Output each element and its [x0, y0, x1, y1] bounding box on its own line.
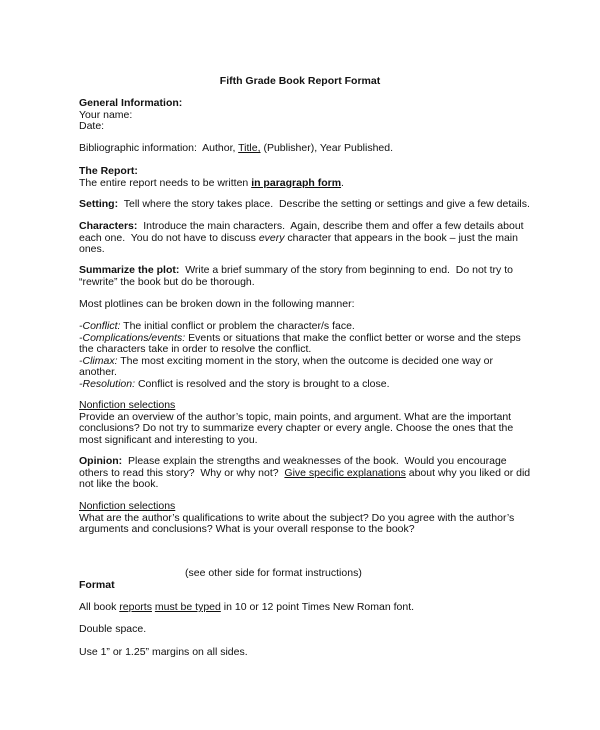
bibliographic-line: [79, 143, 519, 155]
resolution-text: Conflict is resolved and the story is brought to a close.: [135, 377, 390, 390]
complications-text-2: the characters take in order to resolve the conflict.: [79, 343, 312, 355]
format-double-space: Double space.: [79, 623, 147, 635]
characters-text-2-italic: every: [258, 231, 285, 244]
setting-label: Setting:: [79, 198, 119, 210]
general-information-section: [79, 98, 519, 133]
opinion-label: Opinion:: [79, 455, 123, 467]
report-text-emphasis: in paragraph form: [251, 176, 342, 189]
nonfiction-1-line-2: conclusions? Do not try to summarize every chapter or every angle. Choose the ones that the: [79, 422, 514, 434]
nonfiction-1-line-1: Provide an overview of the author’s topic, main points, and argument. What are the important: [79, 410, 512, 423]
format-line-1-underlined-2: must be typed: [154, 601, 221, 613]
date-line: Date:: [79, 120, 105, 132]
report-section: [79, 166, 519, 189]
report-text: [79, 178, 519, 190]
format-margins: Use 1” or 1.25” margins on all sides.: [79, 646, 248, 658]
opinion-text-2a: others to read this story? Why or why not?: [79, 466, 285, 479]
biblio-title-word: Title,: [238, 142, 261, 154]
opinion-text-1: Please explain the strengths and weaknesses of the book. Would you encourage: [122, 455, 507, 467]
plot-text-2: “rewrite” the book but do be thorough.: [79, 275, 255, 288]
nonfiction-1-line-3: most significant and interesting to you.: [79, 433, 258, 446]
report-heading: The Report:: [79, 165, 138, 177]
climax-label: -Climax:: [79, 354, 118, 367]
characters-text-2a: each one. You do not have to discuss: [79, 231, 259, 244]
biblio-prefix: Bibliographic information: Author,: [79, 142, 239, 154]
characters-text-3: ones.: [79, 243, 105, 255]
characters-text-2b: character that appears in the book – just the main: [284, 231, 518, 244]
plot-text-1: Write a brief summary of the story from beginning to end. Do not try to: [179, 264, 513, 276]
nonfiction-heading-2: Nonfiction selections: [79, 500, 176, 512]
nonfiction-section-1: [79, 400, 519, 446]
characters-label: Characters:: [79, 220, 138, 232]
characters-section: [79, 220, 524, 256]
plot-label: Summarize the plot:: [79, 264, 180, 276]
climax-text-1: The most exciting moment in the story, when the outcome is decided one way or: [117, 354, 493, 367]
nonfiction-section-2: [79, 501, 519, 536]
format-font-line: [79, 602, 519, 614]
opinion-section: [79, 455, 531, 491]
conflict-label: -Conflict:: [79, 320, 121, 332]
complications-text-1: Events or situations that make the conflict better or worse and the steps: [185, 331, 521, 344]
format-line-1a: All book: [79, 601, 120, 613]
opinion-text-2b: about why you liked or did: [405, 466, 531, 479]
nonfiction-2-line-2: arguments and conclusions? What is your overall response to the book?: [79, 523, 415, 535]
setting-text: Tell where the story takes place. Describe the setting or settings and give a few details.: [118, 198, 530, 210]
format-line-1-underlined-1: reports: [119, 601, 152, 613]
resolution-label: -Resolution:: [79, 377, 136, 390]
plot-section: [79, 265, 519, 288]
climax-text-2: another.: [79, 366, 117, 378]
format-note: (see other side for format instructions): [185, 567, 362, 579]
nonfiction-2-line-1: What are the author’s qualifications to write about the subject? Do you agree with the author’s: [79, 511, 515, 524]
complications-label: -Complications/events:: [79, 331, 186, 344]
characters-text-1: Introduce the main characters. Again, describe them and offer a few details about: [137, 220, 524, 232]
opinion-text-2-underlined: Give specific explanations: [284, 466, 406, 479]
your-name-line: Your name:: [79, 108, 133, 121]
biblio-suffix: (Publisher), Year Published.: [260, 142, 394, 154]
report-text-prefix: The entire report needs to be written: [79, 176, 252, 189]
nonfiction-heading-1: Nonfiction selections: [79, 399, 176, 411]
opinion-text-3: not like the book.: [79, 478, 159, 490]
document-title: Fifth Grade Book Report Format: [219, 75, 381, 87]
format-line-1b: in 10 or 12 point Times New Roman font.: [220, 601, 415, 613]
setting-section: [79, 198, 530, 211]
format-heading: Format: [79, 579, 115, 591]
general-heading: General Information:: [79, 97, 183, 109]
plotlines-list: [79, 321, 519, 390]
plotlines-intro: Most plotlines can be broken down in the following manner:: [79, 298, 355, 310]
conflict-text: The initial conflict or problem the character/s face.: [120, 320, 355, 332]
report-text-suffix: .: [341, 176, 344, 189]
